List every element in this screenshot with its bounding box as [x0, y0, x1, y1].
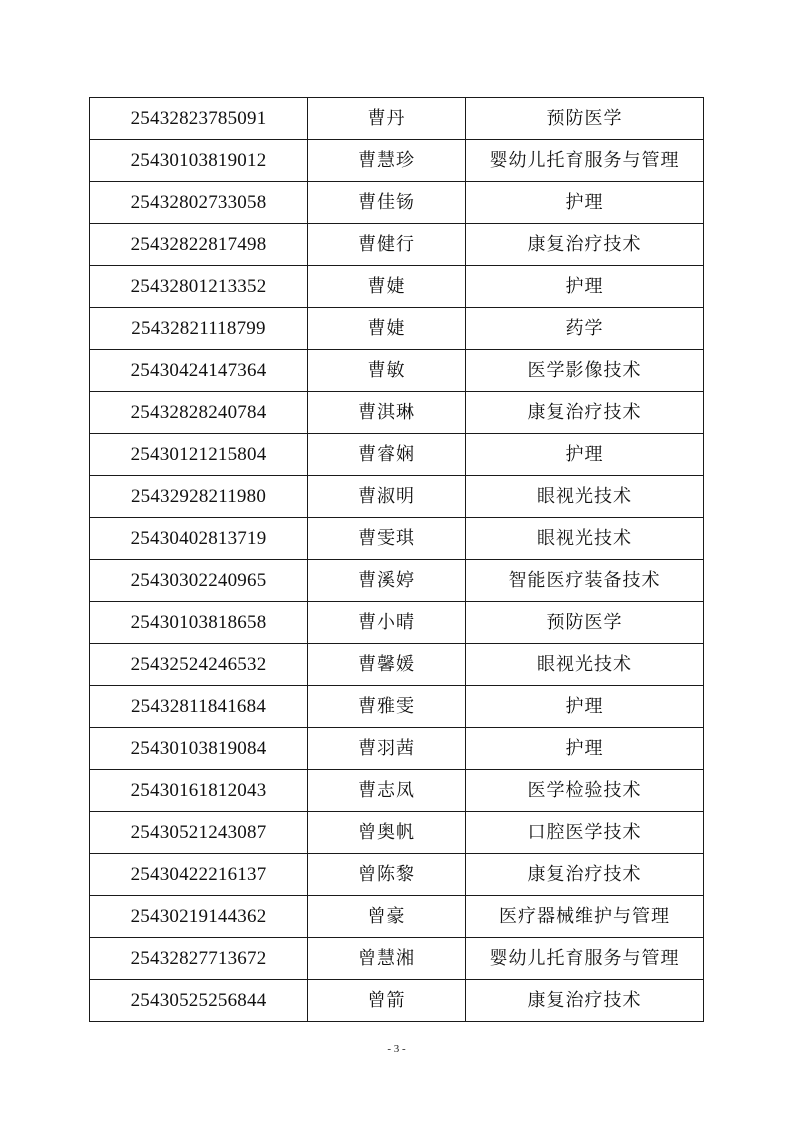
student-name-cell: 曹淇琳 — [308, 392, 466, 434]
student-id-cell: 25432823785091 — [90, 98, 308, 140]
student-id-cell: 25430103818658 — [90, 602, 308, 644]
major-cell: 康复治疗技术 — [466, 224, 704, 266]
major-cell: 药学 — [466, 308, 704, 350]
major-cell: 康复治疗技术 — [466, 980, 704, 1022]
table-row — [90, 602, 704, 644]
student-id-cell: 25430402813719 — [90, 518, 308, 560]
student-name-cell: 曹丹 — [308, 98, 466, 140]
table-row — [90, 770, 704, 812]
table-row — [90, 224, 704, 266]
table-row — [90, 98, 704, 140]
table-row — [90, 308, 704, 350]
table-row — [90, 350, 704, 392]
student-name-cell: 曹馨媛 — [308, 644, 466, 686]
table-row — [90, 728, 704, 770]
major-cell: 医疗器械维护与管理 — [466, 896, 704, 938]
table-row — [90, 896, 704, 938]
student-id-cell: 25432822817498 — [90, 224, 308, 266]
major-cell: 护理 — [466, 686, 704, 728]
table-row — [90, 686, 704, 728]
table-row — [90, 854, 704, 896]
student-id-cell: 25430521243087 — [90, 812, 308, 854]
student-id-cell: 25432821118799 — [90, 308, 308, 350]
major-cell: 眼视光技术 — [466, 644, 704, 686]
student-name-cell: 曾慧湘 — [308, 938, 466, 980]
student-name-cell: 曹羽茜 — [308, 728, 466, 770]
student-id-cell: 25430422216137 — [90, 854, 308, 896]
student-name-cell: 曹雅雯 — [308, 686, 466, 728]
student-name-cell: 曹溪婷 — [308, 560, 466, 602]
student-name-cell: 曹慧珍 — [308, 140, 466, 182]
major-cell: 护理 — [466, 182, 704, 224]
student-name-cell: 曹敏 — [308, 350, 466, 392]
student-name-cell: 曹健行 — [308, 224, 466, 266]
student-name-cell: 曹雯琪 — [308, 518, 466, 560]
student-name-cell: 曹婕 — [308, 308, 466, 350]
student-id-cell: 25432928211980 — [90, 476, 308, 518]
student-name-cell: 曾陈黎 — [308, 854, 466, 896]
major-cell: 智能医疗装备技术 — [466, 560, 704, 602]
student-name-cell: 曹小晴 — [308, 602, 466, 644]
table-row — [90, 812, 704, 854]
student-name-cell: 曹佳钖 — [308, 182, 466, 224]
page-number: - 3 - — [387, 1043, 406, 1055]
major-cell: 医学影像技术 — [466, 350, 704, 392]
student-id-cell: 25430103819084 — [90, 728, 308, 770]
table-row — [90, 980, 704, 1022]
major-cell: 预防医学 — [466, 602, 704, 644]
student-id-cell: 25432802733058 — [90, 182, 308, 224]
major-cell: 医学检验技术 — [466, 770, 704, 812]
student-id-cell: 25432811841684 — [90, 686, 308, 728]
table-row — [90, 434, 704, 476]
table-row — [90, 392, 704, 434]
table-row — [90, 644, 704, 686]
student-id-cell: 25430161812043 — [90, 770, 308, 812]
major-cell: 护理 — [466, 266, 704, 308]
major-cell: 口腔医学技术 — [466, 812, 704, 854]
student-id-cell: 25430525256844 — [90, 980, 308, 1022]
major-cell: 护理 — [466, 728, 704, 770]
student-id-cell: 25430121215804 — [90, 434, 308, 476]
table-row — [90, 518, 704, 560]
table-row — [90, 182, 704, 224]
major-cell: 康复治疗技术 — [466, 854, 704, 896]
major-cell: 婴幼儿托育服务与管理 — [466, 140, 704, 182]
student-id-cell: 25430424147364 — [90, 350, 308, 392]
student-id-cell: 25430103819012 — [90, 140, 308, 182]
student-roster-table — [89, 97, 704, 1022]
roster-table-body — [90, 98, 704, 1022]
student-name-cell: 曹志凤 — [308, 770, 466, 812]
major-cell: 眼视光技术 — [466, 476, 704, 518]
major-cell: 预防医学 — [466, 98, 704, 140]
student-name-cell: 曾箭 — [308, 980, 466, 1022]
major-cell: 护理 — [466, 434, 704, 476]
student-name-cell: 曹睿娴 — [308, 434, 466, 476]
table-row — [90, 560, 704, 602]
table-row — [90, 476, 704, 518]
student-name-cell: 曹婕 — [308, 266, 466, 308]
student-id-cell: 25432827713672 — [90, 938, 308, 980]
table-row — [90, 266, 704, 308]
student-name-cell: 曹淑明 — [308, 476, 466, 518]
student-name-cell: 曾奥帆 — [308, 812, 466, 854]
student-id-cell: 25432524246532 — [90, 644, 308, 686]
table-row — [90, 938, 704, 980]
table-row — [90, 140, 704, 182]
major-cell: 康复治疗技术 — [466, 392, 704, 434]
student-id-cell: 25430302240965 — [90, 560, 308, 602]
student-id-cell: 25432801213352 — [90, 266, 308, 308]
student-id-cell: 25432828240784 — [90, 392, 308, 434]
major-cell: 眼视光技术 — [466, 518, 704, 560]
student-id-cell: 25430219144362 — [90, 896, 308, 938]
major-cell: 婴幼儿托育服务与管理 — [466, 938, 704, 980]
student-name-cell: 曾豪 — [308, 896, 466, 938]
